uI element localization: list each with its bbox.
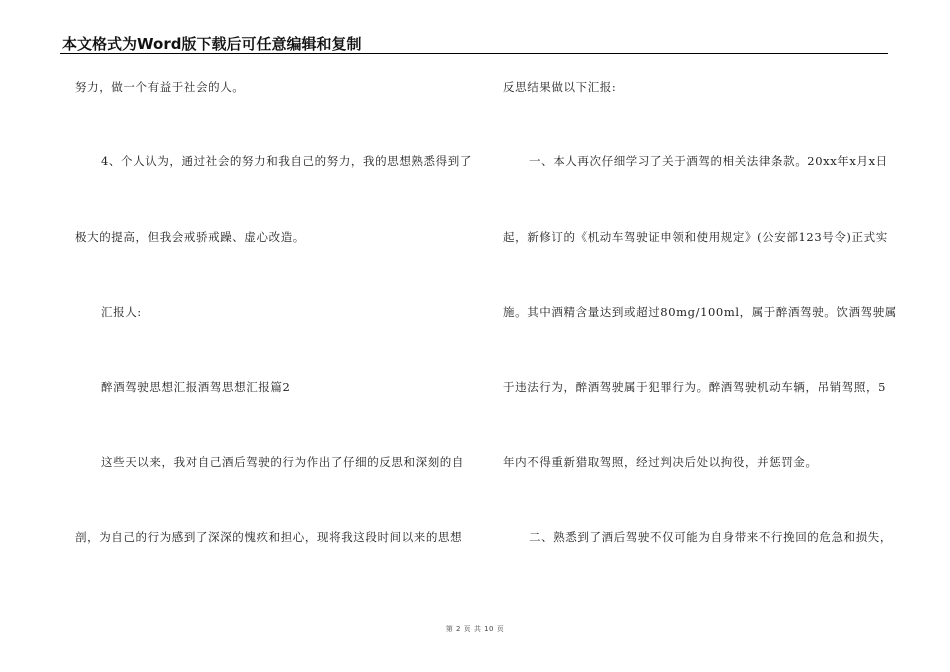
right-column <box>503 0 903 672</box>
right-line-2: 一、本人再次仔细学习了关于酒驾的相关法律条款。20xx年x月x日 <box>529 154 888 168</box>
left-line-1: 努力，做一个有益于社会的人。 <box>75 80 245 94</box>
right-line-1: 反思结果做以下汇报: <box>503 80 617 94</box>
right-line-5: 于违法行为，醉酒驾驶属于犯罪行为。醉酒驾驶机动车辆，吊销驾照，5 <box>503 380 887 394</box>
left-line-2: 4、个人认为，通过社会的努力和我自己的努力，我的思想熟悉得到了 <box>101 154 472 168</box>
left-line-3: 极大的提高，但我会戒骄戒躁、虚心改造。 <box>75 230 305 244</box>
document-header-title: 本文格式为Word版下载后可任意编辑和复制 <box>62 35 362 53</box>
right-line-3: 起，新修订的《机动车驾驶证申领和使用规定》(公安部123号令)正式实 <box>503 230 888 244</box>
left-column <box>75 0 475 672</box>
right-line-6: 年内不得重新猎取驾照，经过判决后处以拘役，并惩罚金。 <box>503 455 818 469</box>
right-line-4: 施。其中酒精含量达到或超过80mg/100ml，属于醉酒驾驶。饮酒驾驶属 <box>503 305 897 319</box>
left-line-6: 这些天以来，我对自己酒后驾驶的行为作出了仔细的反思和深刻的自 <box>101 455 464 469</box>
left-line-4: 汇报人: <box>101 305 142 319</box>
page-number-footer: 第 2 页 共 10 页 <box>445 625 505 633</box>
left-line-7: 剖，为自己的行为感到了深深的愧疚和担心，现将我这段时间以来的思想 <box>75 530 463 544</box>
right-line-7: 二、熟悉到了酒后驾驶不仅可能为自身带来不行挽回的危急和损失， <box>529 530 892 544</box>
left-line-5: 醉酒驾驶思想汇报酒驾思想汇报篇2 <box>101 380 291 394</box>
